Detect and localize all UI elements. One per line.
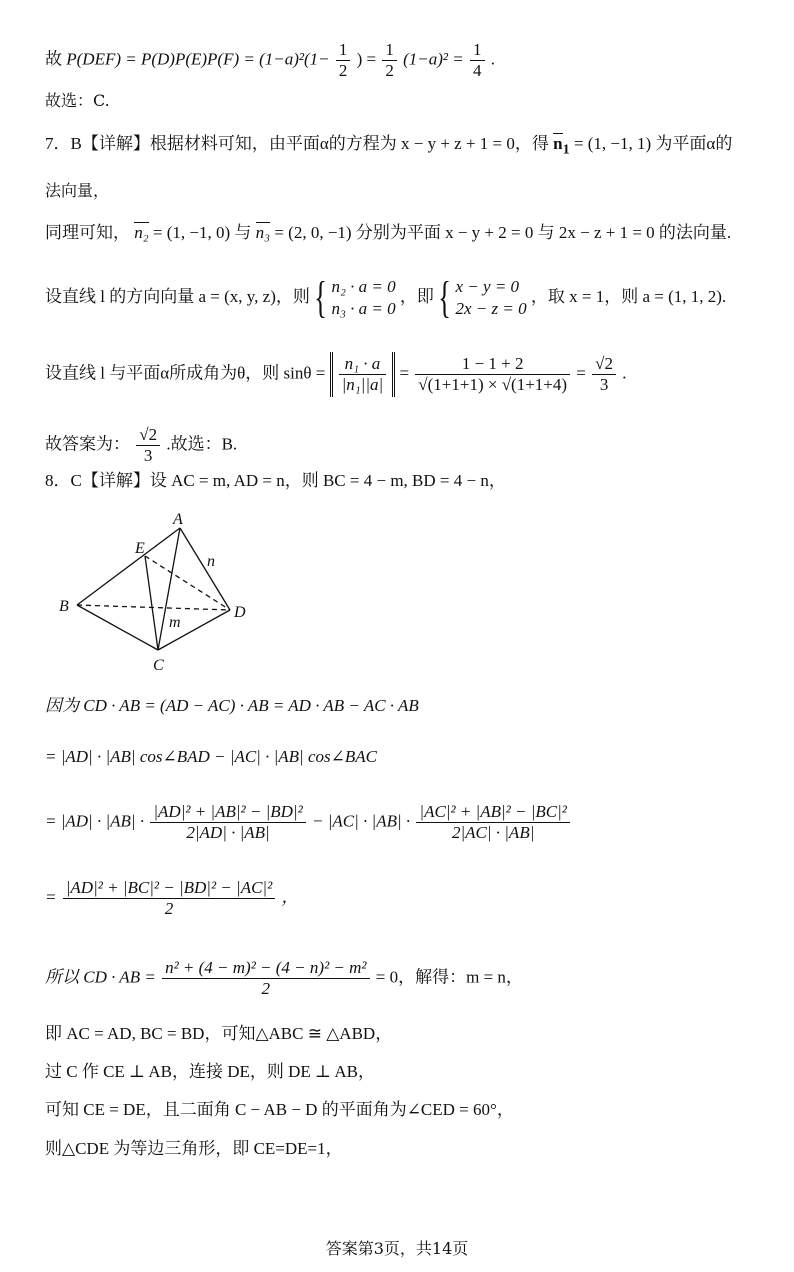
- sys1-row2: n₃ · a = 0: [331, 299, 396, 318]
- label-m: m: [169, 614, 181, 631]
- l4-a: =: [45, 887, 57, 907]
- l3-b: − |AC| · |AB| ·: [311, 811, 411, 831]
- frac-num: 1: [338, 40, 348, 59]
- l3-a: = |AD| · |AB| ·: [45, 811, 145, 831]
- frac-den: 4: [470, 60, 485, 81]
- frac-cos-bac: [416, 802, 570, 843]
- edge-AD: [180, 528, 230, 610]
- frac-den: 2: [336, 60, 351, 81]
- label-D: D: [234, 604, 246, 621]
- frac-den: |n₁||a|: [339, 374, 387, 395]
- eq-prob: P(DEF) = P(D)P(E)P(F) = (1−a)²(1−: [66, 49, 330, 69]
- q8-head: 8．C【详解】设 AC = m, AD = n，则 BC = 4 − m, BD = 4 − n，: [45, 471, 506, 490]
- q7-head: [45, 133, 732, 160]
- frac-quarter: [470, 40, 485, 81]
- q8-l1: 因为 CD · AB = (AD − AC) · AB = AD · AB − AC · AB: [45, 696, 419, 715]
- frac-half-2: [382, 40, 397, 81]
- q7-same-a: 同理可知，: [45, 223, 130, 242]
- frac-den: 3: [136, 445, 160, 466]
- answer-6: 故选：C.: [45, 91, 110, 110]
- frac-num: 1: [385, 40, 394, 59]
- frac-num: |AD|² + |BC|² − |BD|² − |AC|²: [65, 878, 273, 897]
- vec-n1: n: [553, 134, 563, 153]
- eq-end: .: [490, 49, 496, 69]
- frac-l5: [162, 958, 369, 999]
- sys2-row1: x − y = 0: [455, 277, 520, 296]
- q8-l8: 可知 CE = DE，且二面角 C − AB − D 的平面角为∠CED = 60°，: [45, 1100, 514, 1119]
- q7-ans-a: 故答案为：: [45, 434, 130, 454]
- q7-answer: [45, 425, 237, 466]
- abs-ratio: [330, 352, 396, 397]
- label-E: E: [135, 540, 145, 557]
- l5-a: 所以 CD · AB =: [45, 967, 156, 987]
- eq-prob-2: (1−a)² =: [403, 49, 469, 69]
- q7-same: [45, 222, 731, 244]
- eq-mid: ) =: [356, 49, 381, 69]
- frac-abs: [339, 354, 387, 395]
- q7-angle-a: 设直线 l 与平面α所成角为θ，则 sinθ =: [45, 363, 326, 383]
- q7-ans-b: .故选：B.: [166, 434, 238, 454]
- page-footer: 答案第3页，共14页: [325, 1239, 469, 1258]
- q7-n3-val: = (2, 0, −1) 分别为平面 x − y + 2 = 0 与 2x − z + 1 = 0 的法向量.: [274, 223, 732, 242]
- label-C: C: [153, 657, 164, 674]
- frac-num: 1: [473, 40, 482, 59]
- edge-AC: [158, 528, 180, 650]
- eq-sign: =: [399, 363, 410, 383]
- vec-n1-sub: 1: [562, 141, 570, 158]
- line-prob-def: [45, 40, 495, 81]
- q8-l9: 则△CDE 为等边三角形，即 CE=DE=1，: [45, 1139, 343, 1158]
- q7-dir-b: ，即: [399, 286, 434, 306]
- sys1-row1: n₂ · a = 0: [331, 277, 396, 296]
- edge-BD-dashed: [77, 605, 230, 610]
- q8-l3: [45, 802, 572, 843]
- frac-num: |AD|² + |AB|² − |BD|²: [153, 802, 303, 821]
- edge-AB: [77, 528, 180, 605]
- label-A: A: [173, 511, 183, 528]
- system-2: [456, 276, 527, 320]
- frac-half: [336, 40, 351, 81]
- q7-n1-val: = (1, −1, 1) 为平面α的: [573, 134, 733, 153]
- frac-den: √(1+1+1) × √(1+1+4): [415, 374, 570, 395]
- frac-big: [415, 354, 570, 395]
- frac-den: 2|AC| · |AB|: [416, 822, 570, 843]
- q7-n2-val: = (1, −1, 0) 与: [152, 223, 256, 242]
- label-n: n: [207, 553, 215, 570]
- frac-den: 2: [162, 978, 369, 999]
- brace-2: {: [438, 273, 452, 322]
- q7-dir-c: ，取 x = 1，则 a = (1, 1, 2).: [530, 286, 727, 306]
- frac-den: 2: [382, 60, 397, 81]
- edge-DE-dashed: [145, 556, 230, 610]
- frac-num: |AC|² + |AB|² − |BC|²: [419, 802, 567, 821]
- l4-b: ，: [281, 887, 299, 907]
- frac-result: [592, 354, 616, 395]
- q8-l7: 过 C 作 CE ⊥ AB，连接 DE，则 DE ⊥ AB，: [45, 1062, 375, 1081]
- frac-answer: [136, 425, 160, 466]
- q8-l4: [45, 878, 298, 919]
- label-B: B: [59, 598, 69, 615]
- eq-dot: .: [622, 363, 627, 383]
- frac-num: 1 − 1 + 2: [461, 354, 524, 373]
- frac-cos-bad: [150, 802, 305, 843]
- eq-sign-2: =: [576, 363, 586, 383]
- frac-num: √2: [595, 354, 613, 373]
- frac-den: 3: [592, 374, 616, 395]
- q8-l5: [45, 958, 523, 999]
- frac-den: 2|AD| · |AB|: [150, 822, 305, 843]
- q7-dir-a: 设直线 l 的方向向量 a = (x, y, z)，则: [45, 286, 310, 306]
- l5-b: = 0，解得：m = n，: [375, 967, 523, 987]
- q7-dir: [45, 273, 727, 322]
- frac-den: 2: [63, 898, 275, 919]
- q8-l2: = |AD| · |AB| cos∠BAD − |AC| · |AB| cos∠BAC: [45, 747, 377, 766]
- text-prefix: 故: [45, 49, 62, 69]
- vec-n2: n₂: [134, 223, 149, 242]
- edge-BC: [77, 605, 158, 650]
- frac-num: √2: [139, 425, 158, 444]
- q7-cont: 法向量，: [45, 181, 110, 200]
- brace-1: {: [314, 273, 328, 322]
- system-1: [332, 276, 396, 320]
- vec-n3: n₃: [255, 223, 271, 242]
- q7-angle: [45, 352, 626, 397]
- tetrahedron-figure: [55, 510, 275, 680]
- q8-l6: 即 AC = AD, BC = BD，可知△ABC ≅ △ABD，: [45, 1024, 393, 1043]
- sys2-row2: 2x − z = 0: [455, 299, 527, 318]
- frac-num: n² + (4 − m)² − (4 − n)² − m²: [165, 958, 367, 977]
- frac-l4: [63, 878, 275, 919]
- frac-num: n₁ · a: [344, 354, 381, 373]
- q7-head-text: 7．B【详解】根据材料可知，由平面α的方程为 x − y + z + 1 = 0，得: [45, 134, 549, 153]
- edge-CE: [145, 556, 158, 650]
